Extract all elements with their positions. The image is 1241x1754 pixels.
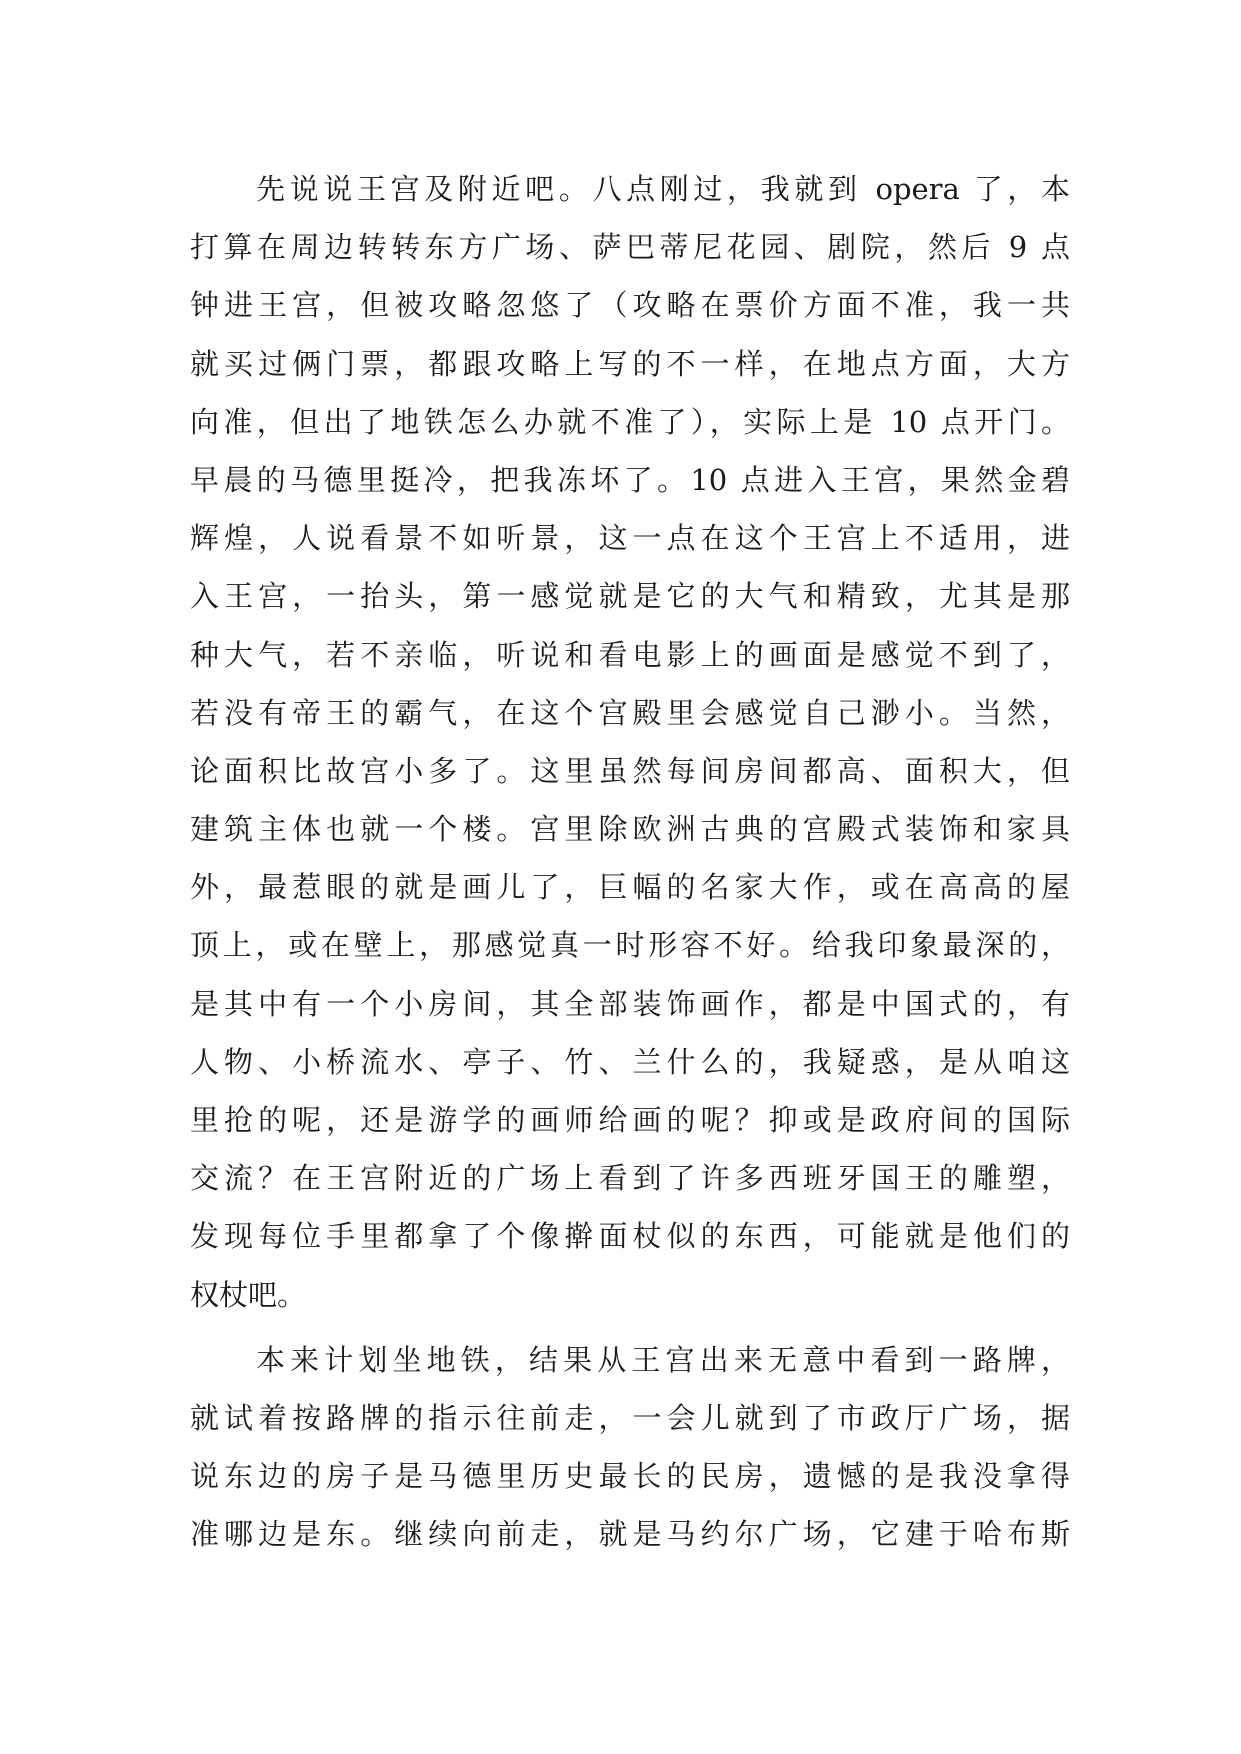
- text-line: 本来计划坐地铁，结果从王宫出来无意中看到一路牌，: [256, 1342, 1070, 1377]
- text-line: 就买过俩门票，都跟攻略上写的不一样，在地点方面，大方: [190, 346, 1070, 381]
- text-line: 论面积比故宫小多了。这里虽然每间房间都高、面积大，但: [190, 753, 1070, 788]
- text-line: 交流？在王宫附近的广场上看到了许多西班牙国王的雕塑，: [190, 1161, 1070, 1196]
- text-line: 早晨的马德里挺冷，把我冻坏了。10 点进入王宫，果然金碧: [190, 462, 1070, 497]
- text-line: 建筑主体也就一个楼。宫里除欧洲古典的宫殿式装饰和家具: [190, 812, 1070, 847]
- text-line: 是其中有一个小房间，其全部装饰画作，都是中国式的，有: [190, 986, 1070, 1021]
- text-line: 先说说王宫及附近吧。八点刚过，我就到 opera 了，本: [256, 172, 1070, 206]
- text-line: 钟进王宫，但被攻略忽悠了（攻略在票价方面不准，我一共: [190, 288, 1070, 323]
- text-line: 种大气，若不亲临，听说和看电影上的画面是感觉不到了，: [190, 637, 1070, 672]
- text-line: 顶上，或在壁上，那感觉真一时形容不好。给我印象最深的，: [190, 928, 1070, 963]
- text-line: 打算在周边转转东方广场、萨巴蒂尼花园、剧院，然后 9 点: [190, 230, 1070, 265]
- paragraph-2: [190, 1331, 1070, 1564]
- paragraph-1: [190, 160, 1070, 1324]
- text-line: 说东边的房子是马德里历史最长的民房，遗憾的是我没拿得: [190, 1459, 1070, 1494]
- text-line: 向准，但出了地铁怎么办就不准了），实际上是 10 点开门。: [190, 404, 1070, 439]
- text-line: 辉煌，人说看景不如听景，这一点在这个王宫上不适用，进: [190, 521, 1070, 556]
- text-line: 若没有帝王的霸气，在这个宫殿里会感觉自己渺小。当然，: [190, 695, 1070, 730]
- text-line: 里抢的呢，还是游学的画师给画的呢？抑或是政府间的国际: [190, 1103, 1070, 1137]
- text-line: 外，最惹眼的就是画儿了，巨幅的名家大作，或在高高的屋: [190, 870, 1070, 905]
- text-line: 准哪边是东。继续向前走，就是马约尔广场，它建于哈布斯: [190, 1517, 1070, 1552]
- text-line: 就试着按路牌的指示往前走，一会儿就到了市政厅广场，据: [190, 1400, 1070, 1435]
- text-line: 人物、小桥流水、亭子、竹、兰什么的，我疑惑，是从咱这: [190, 1044, 1070, 1079]
- text-line: 权杖吧。: [190, 1277, 307, 1312]
- text-line: 发现每位手里都拿了个像擀面杖似的东西，可能就是他们的: [190, 1219, 1070, 1254]
- text-line: 入王宫，一抬头，第一感觉就是它的大气和精致，尤其是那: [190, 579, 1070, 614]
- document-body: [190, 160, 1070, 1564]
- paragraph-gap: [190, 1324, 1070, 1331]
